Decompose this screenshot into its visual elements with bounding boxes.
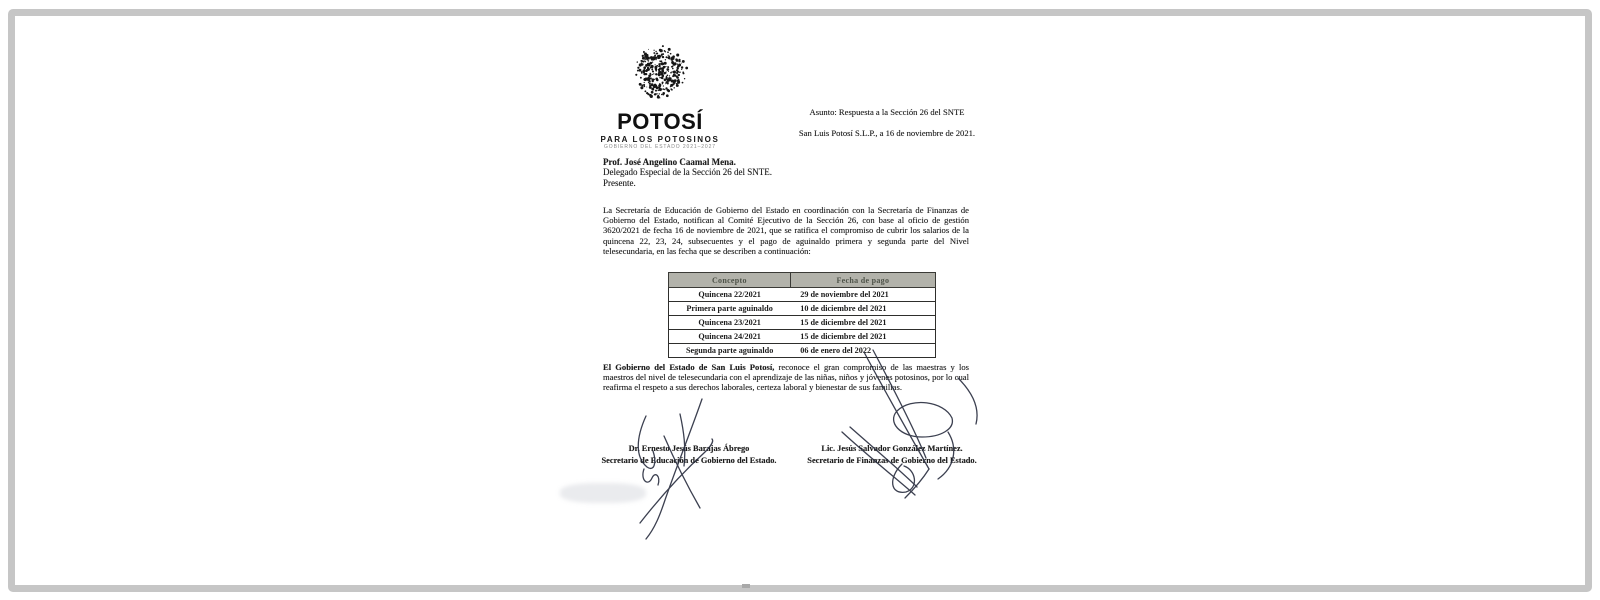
signer-right-title: Secretario de Finanzas de Gobierno del Estado.	[807, 456, 977, 466]
scan-frame-nick	[742, 584, 750, 588]
date-cell: 15 de diciembre del 2021	[790, 330, 935, 344]
scan-smudge-artifact	[560, 483, 646, 503]
column-header-fecha-de-pago: Fecha de pago	[790, 273, 935, 288]
signer-right-name: Lic. Jesús Salvador González Martínez.	[821, 444, 963, 453]
concept-cell: Quincena 22/2021	[669, 288, 791, 302]
recipient-salutation: Presente.	[603, 177, 636, 188]
signer-left-title: Secretario de Educación de Gobierno del Estado.	[601, 456, 777, 466]
concept-cell: Quincena 24/2021	[669, 330, 791, 344]
logo-wordmark: POTOSÍ	[617, 109, 703, 134]
recipient-title: Delegado Especial de la Sección 26 del SNTE.	[603, 167, 772, 178]
logo-tagline: PARA LOS POTOSINOS	[600, 135, 720, 144]
signer-left-name: Dr. Ernesto Jesús Barajas Ábrego	[628, 444, 750, 453]
paragraph2-rest: reconoce el gran compromiso de las maestras y los maestros del nivel de telesecundaria con el aprendizaje de las niñas, niños y jóvenes potosinos, por lo cual reafirma el respeto a sus derechos laborales, certeza laboral y bienestar de sus familias.	[603, 362, 969, 393]
logo-subline: GOBIERNO DEL ESTADO 2021–2027	[604, 144, 716, 150]
signature-ink-right	[842, 350, 977, 498]
date-cell: 15 de diciembre del 2021	[790, 316, 935, 330]
date-cell: 06 de enero del 2022	[790, 344, 935, 358]
concept-cell: Primera parte aguinaldo	[669, 302, 791, 316]
date-cell: 10 de diciembre del 2021	[790, 302, 935, 316]
place-date-line: San Luis Potosí S.L.P., a 16 de noviembre de 2021.	[798, 128, 976, 138]
recipient-name: Prof. José Angelino Caamal Mena.	[603, 157, 736, 167]
subject-line: Asunto: Respuesta a la Sección 26 del SNTE	[809, 107, 965, 117]
column-header-concepto: Concepto	[669, 273, 791, 288]
signature-ink-left	[638, 399, 712, 539]
date-cell: 29 de noviembre del 2021	[790, 288, 935, 302]
concept-cell: Segunda parte aguinaldo	[669, 344, 791, 358]
concept-cell: Quincena 23/2021	[669, 316, 791, 330]
body-paragraph-1: La Secretaría de Educación de Gobierno del Estado en coordinación con la Secretaría de Finanzas de Gobierno del Estado, notifican al Comité Ejecutivo de la Sección 26, con base al oficio de gestión 3620/2021 de fecha 16 de noviembre de 2021, que se ratifica el compromiso de cubrir los salarios de la quincena 22, 23, 24, subsecuentes y el pago de aguinaldo primera y segunda parte del Nivel telesecundaria, en las fecha que se describen a continuación:	[603, 205, 969, 256]
paragraph2-lead: El Gobierno del Estado de San Luis Potosí,	[603, 362, 775, 372]
